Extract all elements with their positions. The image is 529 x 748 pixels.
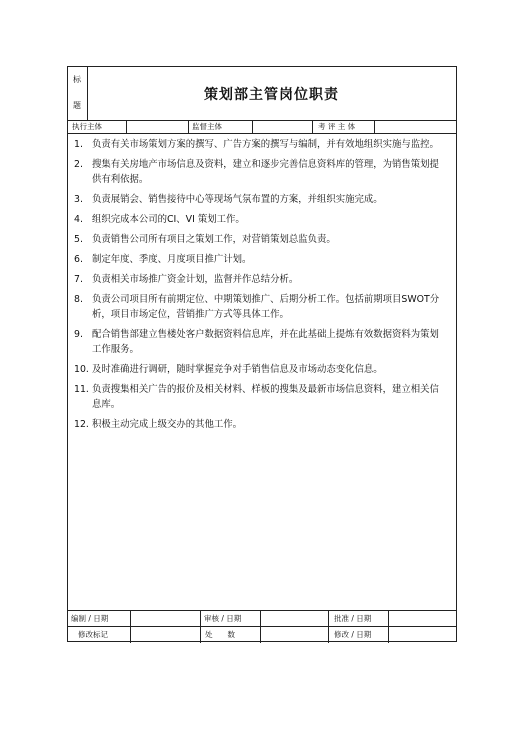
review-date-label: 审核 / 日期 [200, 611, 260, 627]
list-item [68, 362, 456, 377]
revision-date-label: 修改 / 日期 [328, 627, 388, 643]
item-text: 搜集有关房地产市场信息及资料，建立和逐步完善信息资料库的管理，为销售策划提供有利依据。 [92, 159, 439, 185]
item-number: 3. [74, 194, 83, 205]
item-number: 8. [74, 294, 83, 305]
item-number: 4. [74, 214, 83, 225]
item-text: 负责相关市场推广资金计划，监督并作总结分析。 [92, 274, 299, 285]
supervision-row [68, 120, 456, 134]
list-item [68, 382, 456, 412]
item-number: 2. [74, 159, 83, 170]
footer-row-revision [68, 626, 456, 643]
item-text: 负责搜集相关广告的报价及相关材料、样板的搜集及最新市场信息资料，建立相关信息库。 [92, 384, 439, 410]
monitor-subject-label: 监督主体 [188, 120, 252, 133]
item-number: 5. [74, 234, 83, 245]
list-item [68, 212, 456, 227]
approve-date-value [388, 611, 456, 627]
item-text: 负责公司项目所有前期定位、中期策划推广、后期分析工作。包括前期项目SWOT分析，项目市场定位，营销推广方式等具体工作。 [92, 294, 440, 320]
item-text: 积极主动完成上级交办的其他工作。 [92, 419, 243, 430]
item-number: 7. [74, 274, 83, 285]
item-number: 12. [74, 419, 89, 430]
compile-date-value [130, 611, 200, 627]
item-number: 11. [74, 384, 89, 395]
compile-date-label: 编制 / 日期 [71, 614, 109, 623]
list-item [68, 417, 456, 432]
document-title: 策划部主管岗位职责 [204, 86, 339, 103]
item-number: 6. [74, 254, 83, 265]
title-label [68, 67, 88, 120]
approve-date-label: 批准 / 日期 [328, 611, 388, 627]
list-item [68, 157, 456, 187]
list-item [68, 192, 456, 207]
exec-subject-value [126, 120, 188, 133]
item-text: 负责展销会、销售接待中心等现场气氛布置的方案，并组织实施完成。 [92, 194, 383, 205]
item-number: 9. [74, 329, 83, 340]
list-item [68, 327, 456, 357]
title-row [68, 67, 456, 121]
item-text: 配合销售部建立售楼处客户数据资料信息库，并在此基础上提炼有效数据资料为策划工作服务。 [92, 329, 439, 355]
duties-list [68, 137, 456, 437]
assess-subject-value [374, 120, 456, 133]
list-item [68, 137, 456, 152]
revision-date-value [388, 627, 456, 643]
list-item [68, 232, 456, 247]
exec-subject-label: 执行主体 [72, 122, 102, 131]
item-number: 10. [74, 364, 89, 375]
title-label-char-1: 标 [73, 75, 81, 84]
list-item [68, 292, 456, 322]
item-text: 组织完成本公司的CI、VI 策划工作。 [92, 214, 245, 225]
item-text: 负责有关市场策划方案的撰写、广告方案的撰写与编制，并有效地组织实施与监控。 [92, 139, 439, 150]
footer-row-signoff [68, 610, 456, 627]
job-description-form [67, 66, 457, 642]
item-text: 制定年度、季度、月度项目推广计划。 [92, 254, 252, 265]
item-text: 及时准确进行调研，随时掌握竞争对手销售信息及市场动态变化信息。 [92, 364, 383, 375]
list-item [68, 252, 456, 267]
review-date-value [260, 611, 328, 627]
monitor-subject-value [252, 120, 312, 133]
place-count-value [260, 627, 328, 643]
list-item [68, 272, 456, 287]
item-text: 负责销售公司所有项目之策划工作，对营销策划总监负责。 [92, 234, 336, 245]
place-count-label: 处 数 [200, 627, 260, 643]
assess-subject-label: 考 评 主 体 [312, 120, 374, 133]
revision-mark-label: 修改标记 [78, 630, 108, 639]
item-number: 1. [74, 139, 83, 150]
title-label-char-2: 题 [73, 101, 81, 110]
revision-mark-value [130, 627, 200, 643]
